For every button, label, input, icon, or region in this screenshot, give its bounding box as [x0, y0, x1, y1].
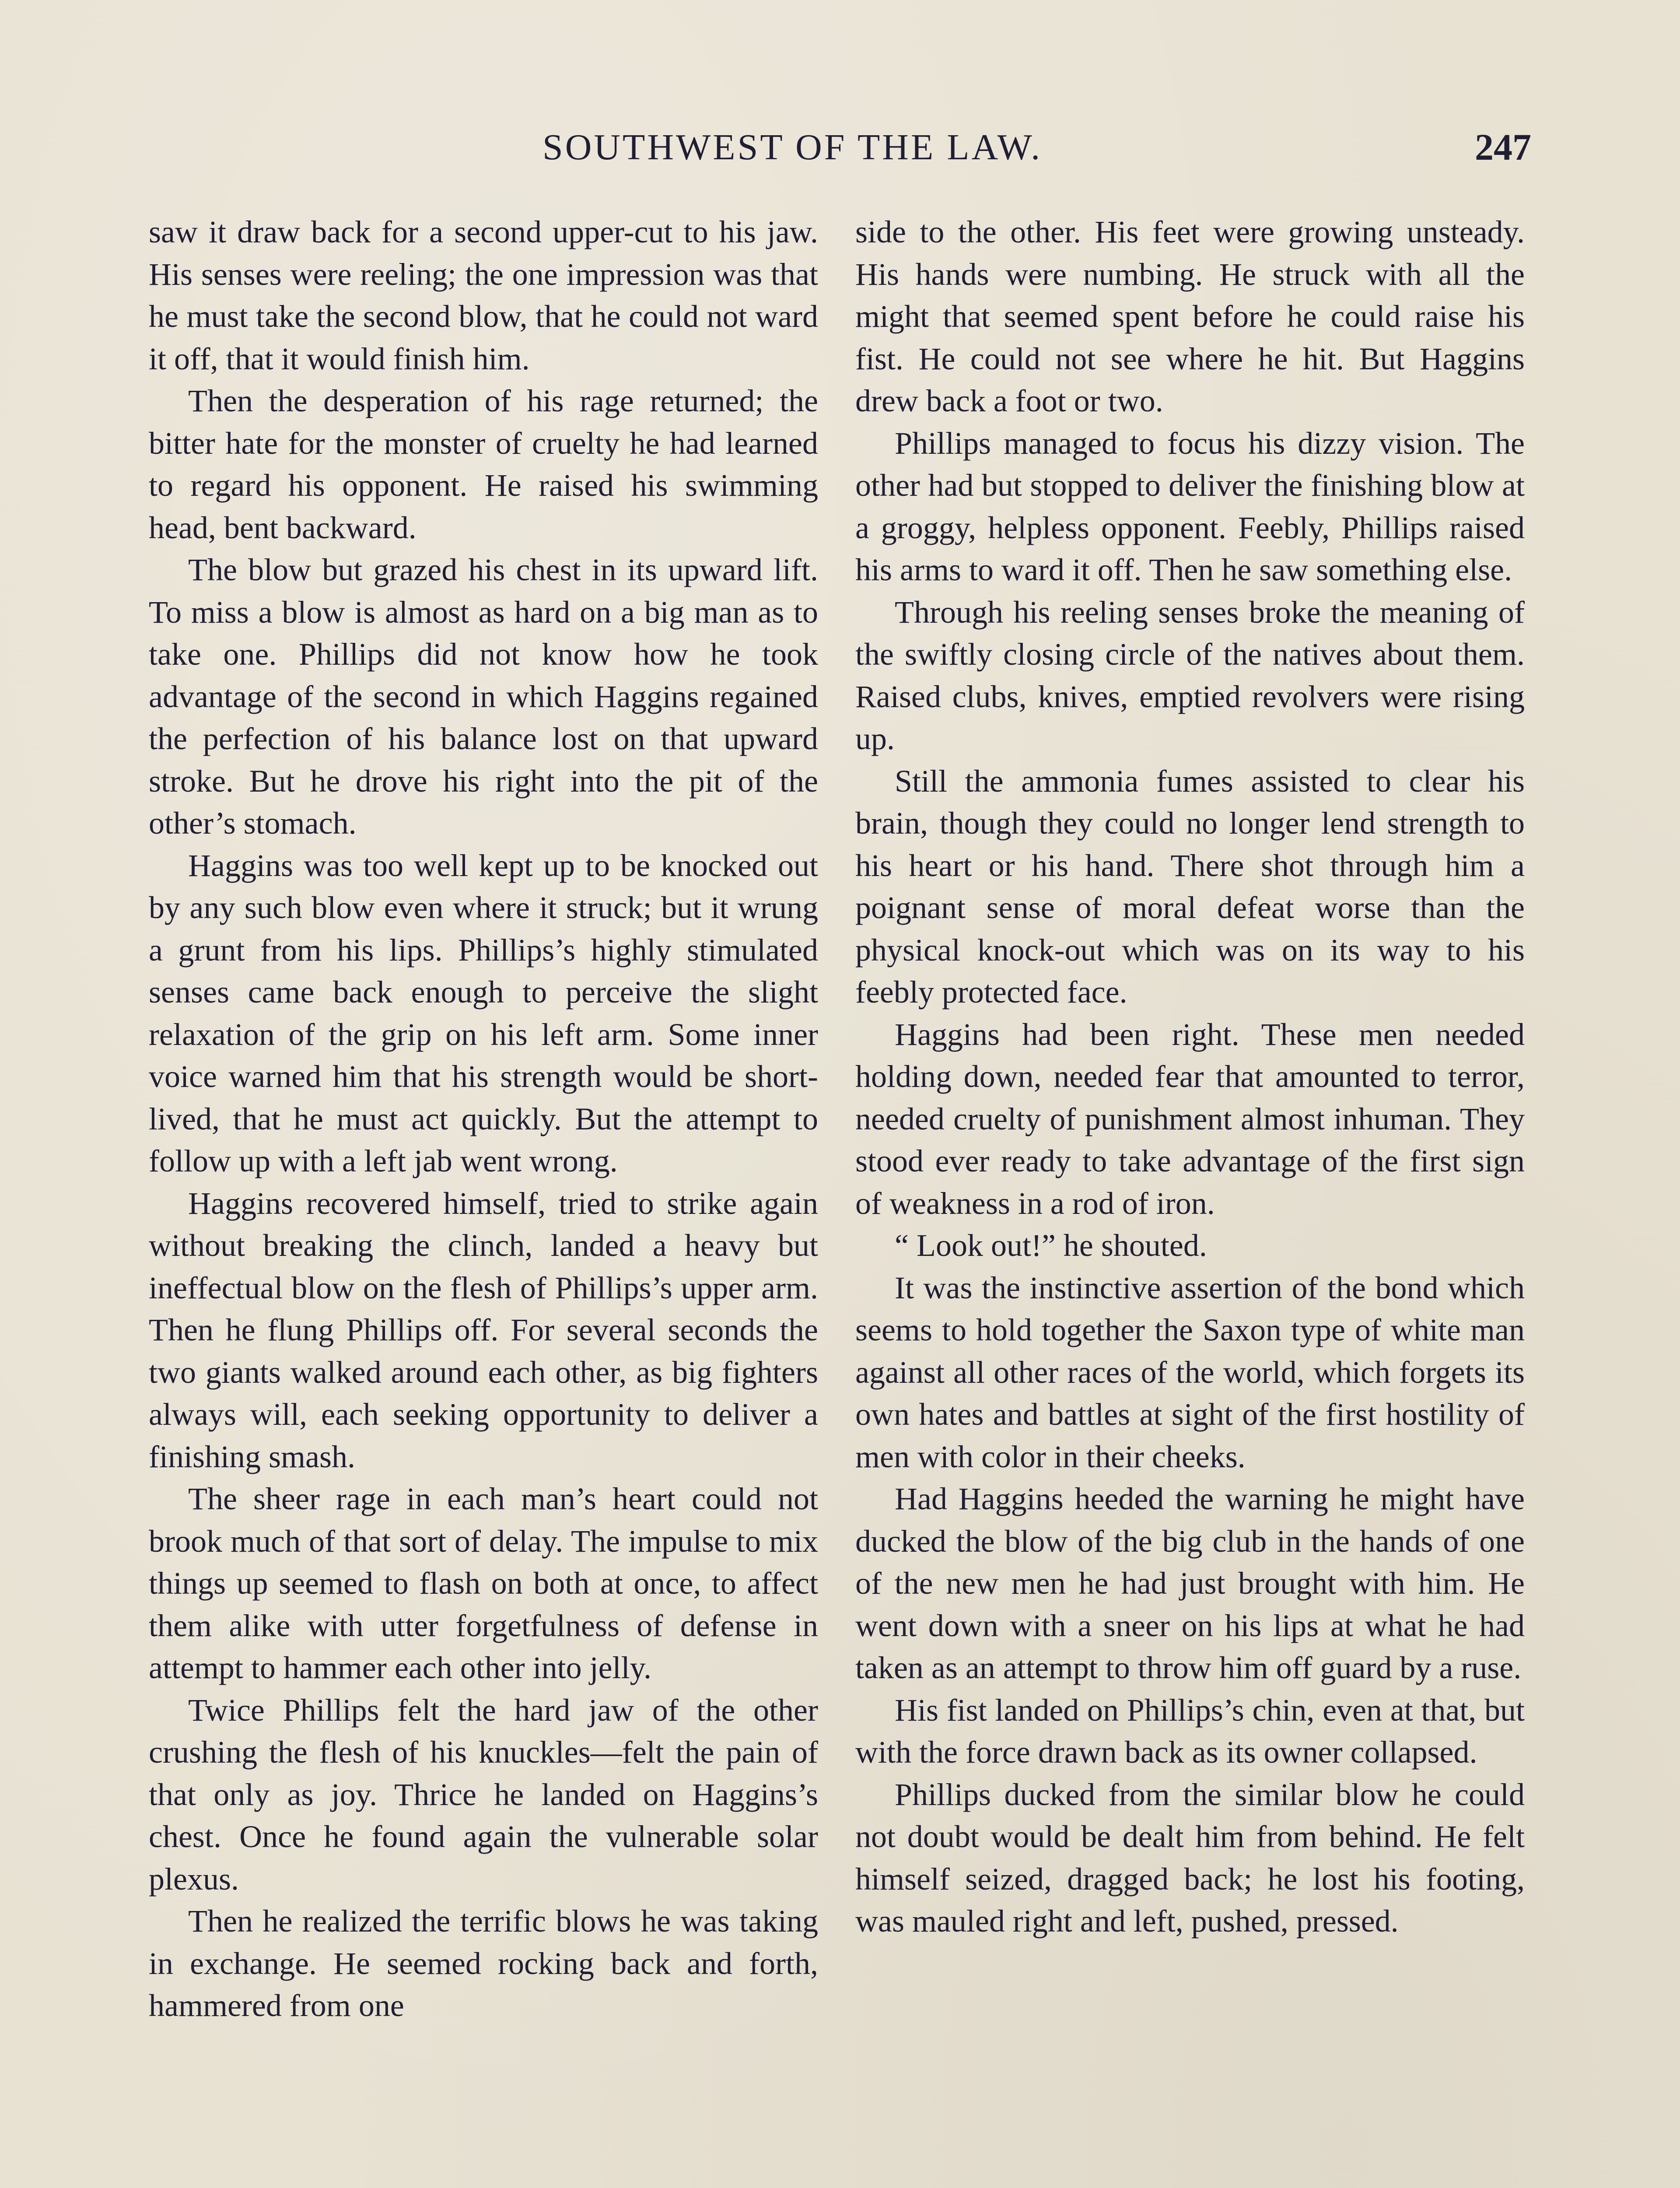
paragraph: saw it draw back for a second upper-cut to his jaw. His senses were reeling; the one impression was that he must take the second blow, that he could not ward it off, that it would finish him. [149, 214, 818, 376]
running-head: SOUTHWEST OF THE LAW. [542, 127, 1043, 168]
left-column [149, 211, 818, 2027]
paragraph: Then he realized the terrific blows he was taking in exchange. He seemed rocking back and forth, hammered from one [149, 1904, 818, 2023]
paragraph: The blow but grazed his chest in its upward lift. To miss a blow is almost as hard on a big man as to take one. Phillips did not know how he took advantage of the second in which Haggins regained the perfection of his balance lost on that upward stroke. But he drove his right into the pit of the other’s stomach. [149, 552, 818, 841]
right-column [855, 211, 1525, 1943]
paragraph: Had Haggins heeded the warning he might have ducked the blow of the big club in the hands of one of the new men he had just brought with him. He went down with a sneer on his lips at what he had taken as an attempt to throw him off guard by a ruse. [855, 1481, 1525, 1685]
paragraph: It was the instinctive assertion of the bond which seems to hold together the Saxon type of white man against all other races of the world, which forgets its own hates and battles at sight of the first hostility of men with color in their cheeks. [855, 1270, 1525, 1474]
paragraph: “ Look out!” he shouted. [895, 1228, 1207, 1263]
page-number: 247 [1475, 126, 1531, 168]
paragraph: side to the other. His feet were growing unsteady. His hands were numbing. He struck with all the might that seemed spent before he could raise his fist. He could not see where he hit. But Haggins drew back a foot or two. [855, 214, 1525, 418]
paragraph: Through his reeling senses broke the meaning of the swiftly closing circle of the natives about them. Raised clubs, knives, emptied revolvers were rising up. [855, 594, 1525, 756]
paragraph: Haggins had been right. These men needed holding down, needed fear that amounted to terror, needed cruelty of punishment almost inhuman. They stood ever ready to take advantage of the first sign of weakness in a rod of iron. [855, 1017, 1525, 1221]
paragraph: Then the desperation of his rage returned; the bitter hate for the monster of cruelty he had learned to regard his opponent. He raised his swimming head, bent backward. [149, 383, 818, 545]
paragraph: His fist landed on Phillips’s chin, even at that, but with the force drawn back as its owner collapsed. [855, 1692, 1525, 1770]
paragraph: Still the ammonia fumes assisted to clear his brain, though they could no longer lend strength to his heart or his hand. There shot through him a poignant sense of moral defeat worse than the physical knock-out which was on its way to his feebly protected face. [855, 763, 1525, 1010]
paragraph: Twice Phillips felt the hard jaw of the other crushing the flesh of his knuckles—felt the pain of that only as joy. Thrice he landed on Haggins’s chest. Once he found again the vulnerable solar plexus. [149, 1692, 818, 1897]
paragraph: Phillips managed to focus his dizzy vision. The other had but stopped to deliver the finishing blow at a groggy, helpless opponent. Feebly, Phillips raised his arms to ward it off. Then he saw something else. [855, 425, 1525, 587]
paragraph: Phillips ducked from the similar blow he could not doubt would be dealt him from behind. He felt himself seized, dragged back; he lost his footing, was mauled right and left, pushed, pressed. [855, 1777, 1525, 1939]
paragraph: Haggins recovered himself, tried to strike again without breaking the clinch, landed a heavy but ineffectual blow on the flesh of Phillips’s upper arm. Then he flung Phillips off. For several seconds the two giants walked around each other, as big fighters always will, each seeking opportunity to deliver a finishing smash. [149, 1185, 818, 1474]
paragraph: The sheer rage in each man’s heart could not brook much of that sort of delay. The impulse to mix things up seemed to flash on both at once, to affect them alike with utter forgetfulness of defense in attempt to hammer each other into jelly. [149, 1481, 818, 1685]
paragraph: Haggins was too well kept up to be knocked out by any such blow even where it struck; but it wrung a grunt from his lips. Phillips’s highly stimulated senses came back enough to perceive the slight relaxation of the grip on his left arm. Some inner voice warned him that his strength would be short-lived, that he must act quickly. But the attempt to follow up with a left jab went wrong. [149, 848, 818, 1178]
